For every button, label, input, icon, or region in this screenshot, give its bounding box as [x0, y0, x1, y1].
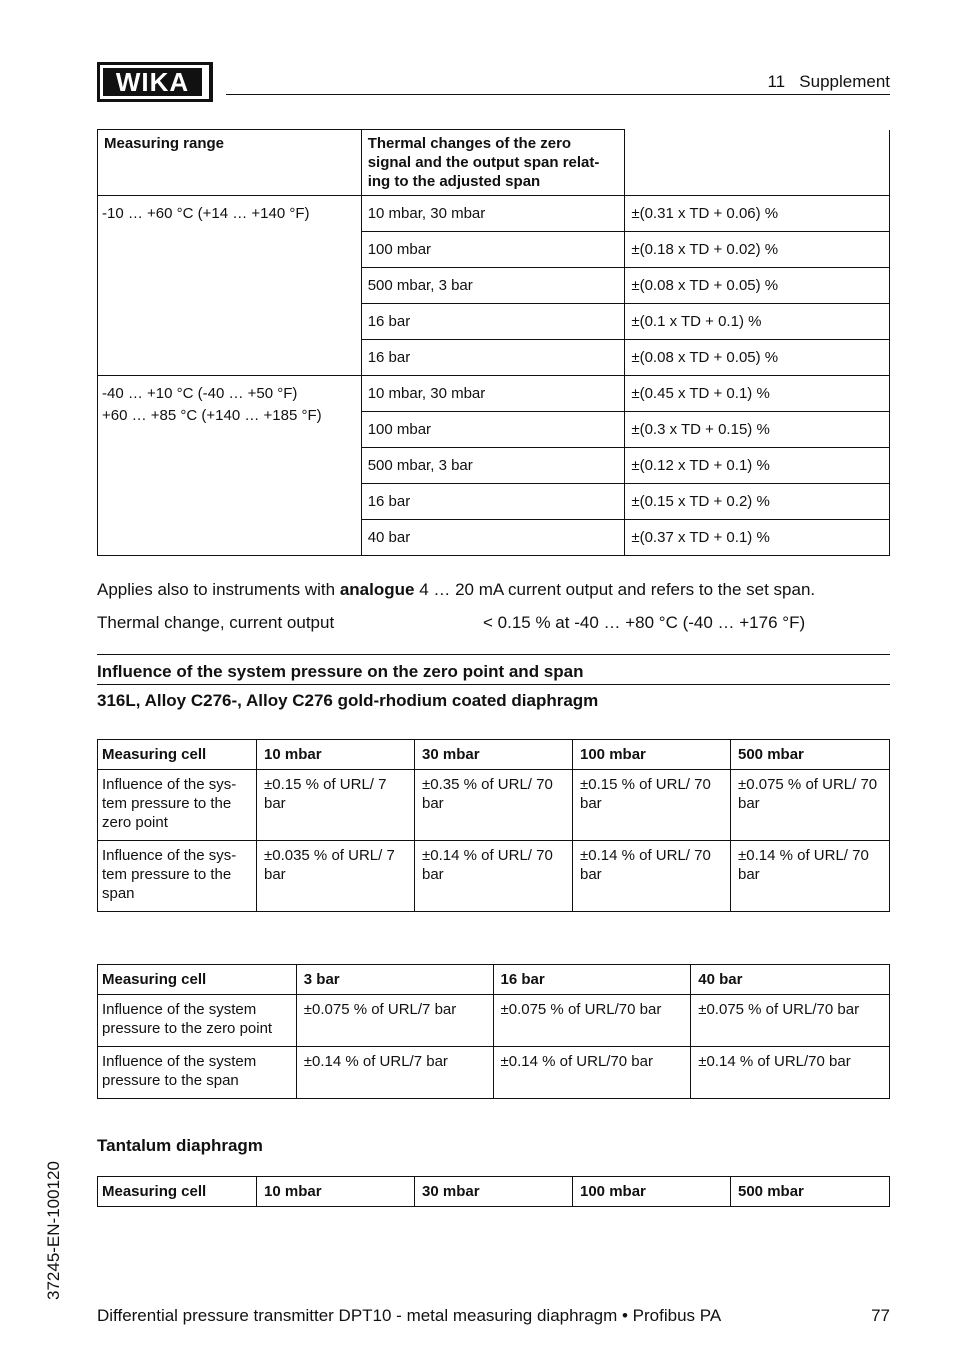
- row-label: Influence of the system pressure to the span: [98, 1047, 297, 1099]
- cell-value: ±(0.31 x TD + 0.06) %: [625, 196, 890, 232]
- tantalum-table: [97, 1176, 890, 1207]
- header-cell: Measuring cell: [98, 740, 257, 770]
- cell-value: ±(0.3 x TD + 0.15) %: [625, 412, 890, 448]
- table-cell: ±0.075 % of URL/70 bar: [691, 995, 890, 1047]
- cell-name: 16 bar: [361, 340, 625, 376]
- header-cell: 500 mbar: [731, 1177, 890, 1207]
- col-measuring-range: Measuring range: [98, 130, 362, 196]
- table-cell: ±0.075 % of URL/ 70 bar: [731, 770, 890, 841]
- cell-value: ±(0.37 x TD + 0.1) %: [625, 520, 890, 556]
- header-cell: 100 mbar: [573, 1177, 731, 1207]
- table-cell: ±0.035 % of URL/ 7 bar: [257, 841, 415, 912]
- col-empty: [625, 130, 890, 196]
- table-cell: ±0.14 % of URL/70 bar: [691, 1047, 890, 1099]
- header-cell: 10 mbar: [257, 1177, 415, 1207]
- range-line: -40 … +10 °C (-40 … +50 °F): [102, 385, 298, 402]
- range-line: -10 … +60 °C (+14 … +140 °F): [102, 205, 310, 222]
- heading-material: 316L, Alloy C276-, Alloy C276 gold-rhodium coated diaphragm: [97, 691, 599, 710]
- table-cell: ±0.15 % of URL/ 70 bar: [573, 770, 731, 841]
- header-cell: 30 mbar: [415, 740, 573, 770]
- system-pressure-table-high: [97, 964, 890, 1099]
- header-rule: [226, 94, 890, 95]
- thermal-changes-table: [97, 129, 890, 556]
- cell-name: 100 mbar: [361, 232, 625, 268]
- table-cell: ±0.075 % of URL/70 bar: [493, 995, 691, 1047]
- range-line: +60 … +85 °C (+140 … +185 °F): [102, 407, 322, 424]
- footer-text: Differential pressure transmitter DPT10 - metal measuring diaphragm • Profibus PA: [97, 1306, 722, 1325]
- range-cell: [98, 196, 362, 376]
- row-label: Influence of the sys-tem pressure to the span: [98, 841, 257, 912]
- table-row: [98, 995, 890, 1047]
- table-cell: ±0.075 % of URL/7 bar: [296, 995, 493, 1047]
- header-cell: Measuring cell: [98, 1177, 257, 1207]
- section-rule: [97, 684, 890, 685]
- header-cell: 40 bar: [691, 965, 890, 995]
- cell-value: ±(0.1 x TD + 0.1) %: [625, 304, 890, 340]
- logo-text: WIKA: [103, 68, 202, 96]
- header-cell: Measuring cell: [98, 965, 297, 995]
- header-cell: 100 mbar: [573, 740, 731, 770]
- header-cell: 500 mbar: [731, 740, 890, 770]
- table-cell: ±0.14 % of URL/7 bar: [296, 1047, 493, 1099]
- table-cell: ±0.35 % of URL/ 70 bar: [415, 770, 573, 841]
- table-row: [98, 1047, 890, 1099]
- cell-name: 16 bar: [361, 484, 625, 520]
- cell-value: ±(0.45 x TD + 0.1) %: [625, 376, 890, 412]
- document-code: 37245-EN-100120: [44, 1161, 63, 1300]
- header-cell: 16 bar: [493, 965, 691, 995]
- applies-paragraph: [97, 580, 815, 600]
- range-cell: [98, 376, 362, 556]
- section-rule: [97, 654, 890, 655]
- row-label: Influence of the sys-tem pressure to the zero point: [98, 770, 257, 841]
- applies-text-before: Applies also to instruments with: [97, 580, 340, 599]
- col-thermal-changes: Thermal changes of the zero signal and the output span relat-ing to the adjusted span: [361, 130, 625, 196]
- table-cell: ±0.14 % of URL/ 70 bar: [731, 841, 890, 912]
- wika-logo: [97, 62, 213, 102]
- table-cell: ±0.14 % of URL/ 70 bar: [415, 841, 573, 912]
- row-label: Influence of the system pressure to the zero point: [98, 995, 297, 1047]
- table-row: [98, 770, 890, 841]
- heading-tantalum: Tantalum diaphragm: [97, 1136, 263, 1155]
- applies-text-after: 4 … 20 mA current output and refers to the set span.: [414, 580, 816, 599]
- cell-value: ±(0.15 x TD + 0.2) %: [625, 484, 890, 520]
- thermal-current-value: < 0.15 % at -40 … +80 °C (-40 … +176 °F): [483, 613, 806, 632]
- cell-name: 500 mbar, 3 bar: [361, 268, 625, 304]
- table-header-row: [98, 1177, 890, 1207]
- table-header-row: [98, 965, 890, 995]
- page-number: 77: [871, 1306, 890, 1325]
- cell-name: 40 bar: [361, 520, 625, 556]
- header-cell: 10 mbar: [257, 740, 415, 770]
- applies-text-bold: analogue: [339, 580, 415, 599]
- table-cell: ±0.15 % of URL/ 7 bar: [257, 770, 415, 841]
- cell-name: 500 mbar, 3 bar: [361, 448, 625, 484]
- section-title: 11 Supplement: [767, 72, 890, 91]
- cell-name: 10 mbar, 30 mbar: [361, 376, 625, 412]
- cell-name: 16 bar: [361, 304, 625, 340]
- header-cell: 30 mbar: [415, 1177, 573, 1207]
- table-row: [98, 376, 890, 412]
- cell-value: ±(0.12 x TD + 0.1) %: [625, 448, 890, 484]
- cell-value: ±(0.08 x TD + 0.05) %: [625, 340, 890, 376]
- table-row: [98, 841, 890, 912]
- system-pressure-table-low: [97, 739, 890, 912]
- table-header-row: [98, 740, 890, 770]
- table-cell: ±0.14 % of URL/ 70 bar: [573, 841, 731, 912]
- table-row: [98, 196, 890, 232]
- thermal-current-label: Thermal change, current output: [97, 613, 335, 632]
- header-cell: 3 bar: [296, 965, 493, 995]
- cell-name: 100 mbar: [361, 412, 625, 448]
- cell-name: 10 mbar, 30 mbar: [361, 196, 625, 232]
- table-header-row: [98, 130, 890, 196]
- heading-influence: Influence of the system pressure on the zero point and span: [97, 662, 584, 681]
- table-cell: ±0.14 % of URL/70 bar: [493, 1047, 691, 1099]
- cell-value: ±(0.08 x TD + 0.05) %: [625, 268, 890, 304]
- cell-value: ±(0.18 x TD + 0.02) %: [625, 232, 890, 268]
